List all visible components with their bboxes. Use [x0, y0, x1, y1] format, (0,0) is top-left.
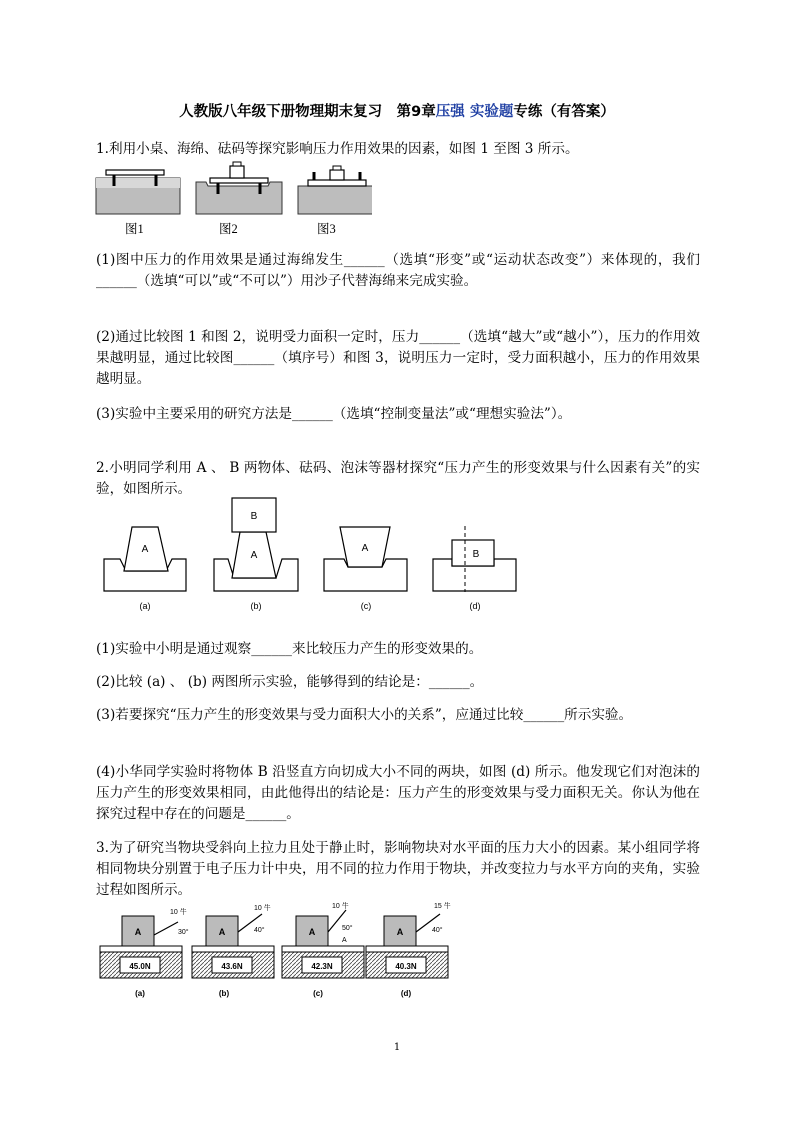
q3-reading-c: 42.3N — [311, 962, 333, 971]
q2-block-b-label-1: B — [250, 511, 258, 522]
q2-block-a-label-1: A — [141, 544, 149, 555]
page-title — [0, 100, 794, 121]
q2-panel-c — [324, 527, 407, 591]
q3-block-label-d: A — [396, 927, 404, 937]
q2-panel-b — [214, 498, 298, 591]
q1-caption-fig3: 图3 — [317, 222, 336, 236]
q3-label-c: (c) — [313, 989, 323, 998]
q1-part3: (3)实验中主要采用的研究方法是______（选填“控制变量法”或“理想实验法”）。 — [96, 406, 572, 422]
q3-reading-b: 43.6N — [221, 962, 243, 971]
q3-label-a: (a) — [135, 989, 145, 998]
q3-panel-c — [282, 902, 364, 998]
q3-force-a: 10 牛 — [170, 909, 187, 916]
q3-block-label-b: A — [218, 927, 226, 937]
q3-block-label-c: A — [308, 927, 316, 937]
q3-block-label-c2: A — [342, 937, 347, 944]
q3-force-b: 10 牛 — [254, 905, 271, 912]
q2-label-c: (c) — [360, 601, 372, 611]
q2-part4: (4)小华同学实验时将物体 B 沿竖直方向切成大小不同的两块，如图 (d) 所示。他发现它们对泡沫的压力产生的形变效果相同，由此他得出的结论是：压力产生的形变效果与受力面积无关。你认为他在探究过程中存在的问题是______。 — [96, 764, 700, 822]
q2-panel-a — [104, 527, 186, 591]
q1-sponge-3 — [298, 166, 372, 214]
q2-panel-d — [433, 526, 516, 592]
q3-reading-a: 45.0N — [129, 962, 151, 971]
q3-label-b: (b) — [218, 989, 230, 998]
q3-force-c: 10 牛 — [332, 903, 349, 910]
title-part2: 专练（有答案） — [513, 104, 615, 120]
q3-reading-d: 40.3N — [395, 962, 417, 971]
q1-caption-fig2: 图2 — [219, 222, 238, 236]
q1-stem: 1.利用小桌、海绵、砝码等探究影响压力作用效果的因素，如图 1 至图 3 所示。 — [96, 141, 579, 157]
q2-label-d: (d) — [469, 601, 481, 611]
q2-label-a: (a) — [139, 601, 151, 611]
q3-panel-d — [366, 902, 451, 998]
q1-sponge-2 — [196, 162, 282, 214]
q2-figure — [100, 496, 525, 614]
q3-stem: 3.为了研究当物块受斜向上拉力且处于静止时，影响物块对水平面的压力大小的因素。某小组同学将相同物块分别置于电子压力计中央，用不同的拉力作用于物块，并改变拉力与水平方向的夹角，实验过程如图所示。 — [96, 840, 700, 898]
q3-figure — [96, 902, 458, 1002]
q3-panel-b — [192, 903, 274, 998]
q3-angle-b: 40° — [254, 927, 265, 934]
q3-angle-c: 50° — [342, 925, 353, 932]
q3-block-label-a: A — [134, 927, 142, 937]
q3-angle-d: 40° — [432, 927, 443, 934]
q2-part2: (2)比较 (a) 、 (b) 两图所示实验，能够得到的结论是：______。 — [96, 674, 484, 690]
q2-part3: (3)若要探究“压力产生的形变效果与受力面积大小的关系”，应通过比较______所示实验。 — [96, 707, 633, 723]
q1-figure — [92, 156, 372, 218]
q2-block-b-label-2: B — [472, 549, 480, 560]
page-number: 1 — [393, 1042, 401, 1053]
q2-label-b: (b) — [250, 601, 262, 611]
q3-label-d: (d) — [400, 989, 412, 998]
q2-block-a-label-3: A — [361, 543, 369, 554]
title-part1: 人教版八年级下册物理期末复习 第9章 — [179, 104, 436, 120]
q1-part1: (1)图中压力的作用效果是通过海绵发生______（选填“形变”或“运动状态改变”）来体现的，我们______（选填“可以”或“不可以”）用沙子代替海绵来完成实验。 — [96, 252, 700, 289]
title-highlight-pressure: 压强 — [435, 104, 465, 120]
q2-block-a-label-2: A — [250, 550, 258, 561]
q2-part1: (1)实验中小明是通过观察______来比较压力产生的形变效果的。 — [96, 641, 483, 657]
title-highlight-experiment: 实验题 — [469, 104, 514, 120]
q3-panel-a — [100, 907, 189, 998]
q1-caption-fig1: 图1 — [125, 222, 144, 236]
q3-angle-a: 30° — [178, 929, 189, 936]
q1-sponge-1 — [96, 170, 180, 214]
q3-force-d: 15 牛 — [434, 903, 451, 910]
q1-part2: (2)通过比较图 1 和图 2，说明受力面积一定时，压力______（选填“越大”或“越小”），压力的作用效果越明显，通过比较图______（填序号）和图 3，说明压力一定时，受力面积越小，压力的作用效果越明显。 — [96, 329, 700, 387]
q2-stem: 2.小明同学利用 A 、 B 两物体、砝码、泡沫等器材探究“压力产生的形变效果与什么因素有关”的实验，如图所示。 — [96, 460, 700, 497]
